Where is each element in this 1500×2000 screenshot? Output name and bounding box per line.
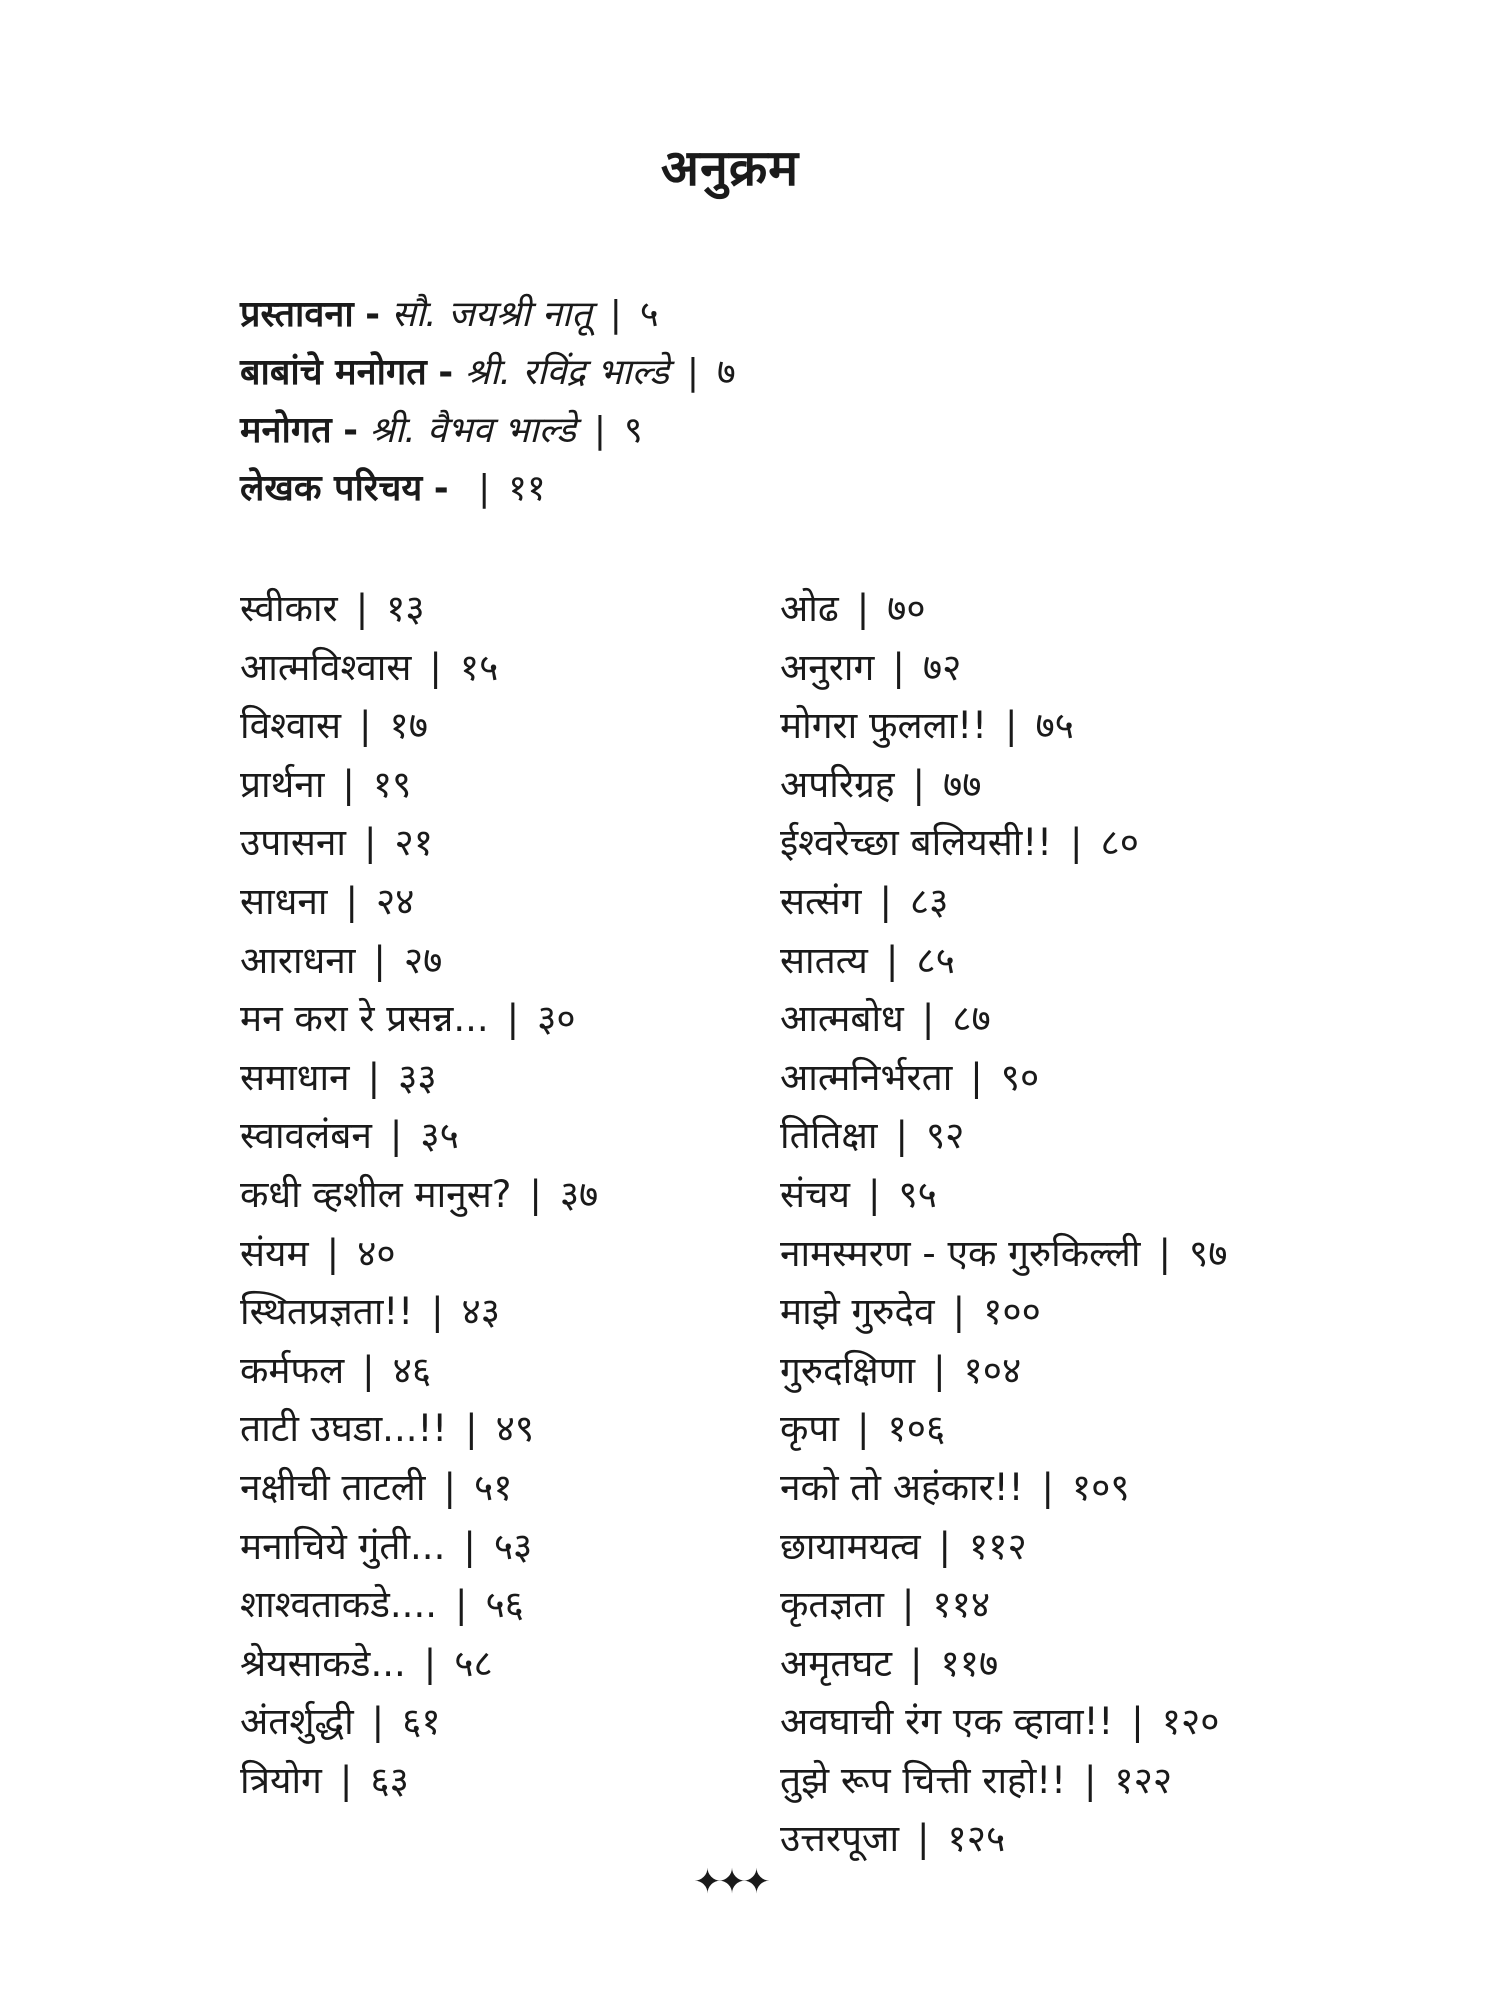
toc-entry <box>240 1225 800 1284</box>
toc-entry-page: ३० <box>537 997 576 1041</box>
toc-entry-title: ओढ <box>780 587 839 630</box>
toc-entry <box>780 1810 1340 1869</box>
toc-entry-page: ८५ <box>916 938 955 982</box>
toc-entry <box>240 990 800 1049</box>
toc-entry-title: गुरुदक्षिणा <box>780 1348 916 1392</box>
toc-entry-page: ८० <box>1100 821 1139 865</box>
toc-entry-title: कर्मफल <box>240 1348 345 1392</box>
toc-entry <box>780 1400 1340 1459</box>
toc-entry <box>240 1693 800 1752</box>
toc-entry-page: ४६ <box>392 1348 432 1392</box>
toc-entry-page: ५६ <box>485 1583 524 1627</box>
separator-bar: | <box>1131 1700 1144 1744</box>
front-matter-row <box>240 402 1340 460</box>
toc-entry <box>780 1518 1340 1577</box>
toc-entry-title: मन करा रे प्रसन्न... <box>240 997 489 1041</box>
toc-entry-page: ३३ <box>398 1055 437 1099</box>
separator-bar: | <box>1004 704 1018 748</box>
separator-bar: | <box>429 645 442 689</box>
toc-entry-page: १७ <box>389 704 428 748</box>
toc-entry-page: ४० <box>357 1231 396 1275</box>
front-matter-title: मनोगत <box>240 410 332 451</box>
toc-entry-page: ७० <box>887 587 926 630</box>
toc-entry-page: ७५ <box>1035 704 1074 748</box>
separator-bar: | <box>465 1407 478 1451</box>
toc-entry <box>780 1166 1340 1225</box>
toc-entry-page: ११७ <box>940 1641 999 1685</box>
toc-entry-page: १५ <box>459 645 499 689</box>
separator-bar: | <box>373 938 386 982</box>
front-matter-list <box>240 286 1340 518</box>
footer-ornament: ✦✦✦ <box>693 1862 767 1902</box>
separator-bar: | <box>933 1348 946 1392</box>
toc-entry <box>780 1459 1340 1518</box>
toc-entry-page: ११२ <box>969 1524 1027 1568</box>
toc-entry-title: तुझे रूप चित्ती राहो!! <box>780 1758 1066 1802</box>
toc-entry <box>780 1107 1340 1166</box>
front-matter-page: ११ <box>508 468 546 509</box>
toc-entry-page: ४३ <box>461 1290 501 1334</box>
toc-entry-page: १२२ <box>1114 1758 1173 1802</box>
front-matter-author: श्री. रविंद्र भाल्डे <box>464 352 669 393</box>
toc-entry-page: ७७ <box>942 762 982 806</box>
separator-bar: | <box>593 410 606 451</box>
toc-entry <box>240 1283 800 1342</box>
front-matter-dash: - <box>433 468 449 509</box>
separator-bar: | <box>389 1114 403 1158</box>
toc-entry <box>240 1400 800 1459</box>
separator-bar: | <box>443 1465 456 1509</box>
toc-entry-title: स्वावलंबन <box>240 1114 372 1158</box>
separator-bar: | <box>921 997 935 1041</box>
separator-bar: | <box>362 1348 375 1392</box>
toc-entry <box>240 1049 800 1108</box>
toc-entry-page: ३७ <box>559 1172 599 1216</box>
toc-entry <box>780 1693 1340 1752</box>
toc-entry-title: तितिक्षा <box>780 1114 878 1158</box>
toc-entry <box>240 1752 800 1811</box>
separator-bar: | <box>856 587 870 630</box>
toc-entry-title: स्वीकार <box>240 587 338 630</box>
toc-entry-page: १३ <box>386 587 425 630</box>
separator-bar: | <box>1158 1231 1171 1275</box>
toc-entry-page: ८७ <box>952 997 991 1041</box>
separator-bar: | <box>529 1172 542 1216</box>
separator-bar: | <box>857 1407 870 1451</box>
front-matter-dash: - <box>365 294 381 335</box>
separator-bar: | <box>355 587 369 630</box>
separator-bar: | <box>371 1700 385 1744</box>
toc-entry <box>240 873 800 932</box>
toc-entry-title: अनुराग <box>780 645 875 689</box>
toc-entry-title: संयम <box>240 1231 309 1275</box>
toc-entry-page: २४ <box>375 879 415 923</box>
front-matter-page: ५ <box>639 294 659 335</box>
separator-bar: | <box>609 294 622 335</box>
toc-entry-title: समाधान <box>240 1055 350 1099</box>
toc-entry-title: ताटी उघडा...!! <box>240 1407 448 1451</box>
toc-entry <box>780 580 1340 639</box>
separator-bar: | <box>463 1524 476 1568</box>
toc-entry-title: मनाचिये गुंती... <box>240 1524 446 1568</box>
toc-entry <box>780 1049 1340 1108</box>
toc-entry <box>780 1576 1340 1635</box>
toc-entry <box>780 1225 1340 1284</box>
toc-entry-page: ९५ <box>898 1172 937 1216</box>
toc-entry-page: २१ <box>394 821 433 865</box>
toc-entry <box>240 756 800 815</box>
toc-entry-page: १०६ <box>887 1407 946 1451</box>
toc-entry <box>240 639 800 698</box>
front-matter-title: लेखक परिचय <box>240 468 423 509</box>
separator-bar: | <box>901 1583 915 1627</box>
separator-bar: | <box>367 1055 381 1099</box>
toc-entry-title: अवघाची रंग एक व्हावा!! <box>780 1700 1114 1744</box>
toc-entry <box>240 1342 800 1401</box>
front-matter-row <box>240 460 1340 518</box>
toc-entry-title: आराधना <box>240 938 356 982</box>
separator-bar: | <box>952 1290 966 1334</box>
toc-entry <box>780 1752 1340 1811</box>
front-matter-title: बाबांचे मनोगत <box>240 352 427 393</box>
toc-entry-page: १०९ <box>1071 1465 1130 1509</box>
toc-entry <box>780 697 1340 756</box>
front-matter-dash: - <box>343 410 359 451</box>
separator-bar: | <box>912 762 925 806</box>
toc-entry <box>780 1283 1340 1342</box>
toc-entry-title: साधना <box>240 879 328 923</box>
separator-bar: | <box>910 1641 923 1685</box>
front-matter-title: प्रस्तावना <box>240 294 354 335</box>
front-matter-page: ७ <box>717 352 736 393</box>
toc-entry <box>240 1166 800 1225</box>
toc-entry-page: १०४ <box>963 1348 1022 1392</box>
separator-bar: | <box>339 1758 353 1802</box>
toc-entry-page: ११४ <box>932 1583 991 1627</box>
toc-entry-page: ६३ <box>370 1758 409 1802</box>
toc-entry-page: ९७ <box>1188 1231 1228 1275</box>
separator-bar: | <box>326 1231 340 1275</box>
toc-entry <box>240 1107 800 1166</box>
toc-entry-page: ४९ <box>495 1407 535 1451</box>
toc-entry-title: अपरिग्रह <box>780 762 895 806</box>
toc-entry-title: छायामयत्व <box>780 1524 921 1568</box>
separator-bar: | <box>917 1817 930 1861</box>
toc-entry-title: प्रार्थना <box>240 762 325 806</box>
toc-entry <box>780 639 1340 698</box>
toc-entry-title: कधी व्हशील मानुस? <box>240 1172 512 1216</box>
toc-entry-title: आत्मनिर्भरता <box>780 1055 953 1099</box>
front-matter-row <box>240 286 1340 344</box>
separator-bar: | <box>1083 1758 1097 1802</box>
front-matter-author: श्री. वैभव भाल्डे <box>369 410 576 451</box>
toc-entry <box>780 756 1340 815</box>
toc-entry-page: १०० <box>983 1290 1041 1334</box>
toc-entry-page: ५१ <box>473 1465 513 1509</box>
toc-left-column <box>240 580 800 1810</box>
toc-entry-title: आत्मबोध <box>780 997 904 1041</box>
toc-entry-title: सत्संग <box>780 879 862 923</box>
separator-bar: | <box>454 1583 468 1627</box>
page-title: अनुक्रम <box>660 139 800 197</box>
toc-entry-title: कृतज्ञता <box>780 1583 884 1627</box>
toc-entry-page: ५३ <box>493 1524 533 1568</box>
toc-entry-title: मोगरा फुलला!! <box>780 704 987 748</box>
separator-bar: | <box>867 1172 881 1216</box>
separator-bar: | <box>364 821 377 865</box>
toc-entry <box>240 697 800 756</box>
toc-entry <box>780 1342 1340 1401</box>
toc-entry-title: सातत्य <box>780 938 868 982</box>
toc-entry <box>240 814 800 873</box>
toc-entry-page: ६१ <box>402 1700 441 1744</box>
separator-bar: | <box>345 879 358 923</box>
toc-entry-title: कृपा <box>780 1407 840 1451</box>
toc-entry-page: १९ <box>372 762 412 806</box>
separator-bar: | <box>885 938 899 982</box>
separator-bar: | <box>892 645 905 689</box>
toc-right-column <box>780 580 1340 1869</box>
separator-bar: | <box>506 997 520 1041</box>
toc-entry-page: २७ <box>403 938 443 982</box>
separator-bar: | <box>478 468 491 509</box>
separator-bar: | <box>970 1055 983 1099</box>
toc-entry <box>240 1459 800 1518</box>
toc-entry-title: नामस्मरण - एक गुरुकिल्ली <box>780 1231 1141 1275</box>
toc-entry <box>780 932 1340 991</box>
toc-entry <box>240 580 800 639</box>
toc-entry-page: ७२ <box>922 645 962 689</box>
toc-entry <box>780 873 1340 932</box>
toc-entry-page: ९० <box>1000 1055 1040 1099</box>
separator-bar: | <box>423 1641 437 1685</box>
separator-bar: | <box>1041 1465 1054 1509</box>
toc-entry-title: नक्षीची ताटली <box>240 1465 426 1509</box>
toc-entry-title: आत्मविश्वास <box>240 645 412 689</box>
toc-entry-title: ईश्वरेच्छा बलियसी!! <box>780 821 1053 865</box>
toc-entry-title: शाश्वताकडे.... <box>240 1583 437 1627</box>
toc-entry-title: उत्तरपूजा <box>780 1817 900 1861</box>
toc-entry-page: १२५ <box>947 1817 1006 1861</box>
toc-entry-title: नको तो अहंकार!! <box>780 1465 1024 1509</box>
separator-bar: | <box>359 704 372 748</box>
toc-entry-title: माझे गुरुदेव <box>780 1290 935 1334</box>
separator-bar: | <box>686 352 699 393</box>
toc-entry-title: संचय <box>780 1172 850 1216</box>
toc-entry <box>240 1635 800 1694</box>
separator-bar: | <box>1070 821 1083 865</box>
toc-entry-page: ५८ <box>454 1641 493 1685</box>
toc-entry-title: अंतर्शुद्धी <box>240 1700 354 1744</box>
separator-bar: | <box>342 762 355 806</box>
front-matter-page: ९ <box>624 410 643 451</box>
front-matter-row <box>240 344 1340 402</box>
toc-entry-title: स्थितप्रज्ञता!! <box>240 1290 414 1334</box>
toc-entry <box>240 1576 800 1635</box>
separator-bar: | <box>431 1290 444 1334</box>
toc-entry-title: श्रेयसाकडे... <box>240 1641 406 1685</box>
front-matter-dash: - <box>438 352 454 393</box>
toc-entry <box>780 814 1340 873</box>
separator-bar: | <box>938 1524 951 1568</box>
front-matter-author: सौ. जयश्री नातू <box>391 294 592 335</box>
toc-entry <box>780 990 1340 1049</box>
toc-entry <box>240 932 800 991</box>
toc-entry-title: विश्वास <box>240 704 342 748</box>
toc-entry-title: उपासना <box>240 821 347 865</box>
toc-entry-page: ९२ <box>925 1114 965 1158</box>
toc-entry-title: अमृतघट <box>780 1641 892 1685</box>
toc-entry <box>780 1635 1340 1694</box>
toc-entry-page: ८३ <box>909 879 949 923</box>
toc-entry <box>240 1518 800 1577</box>
toc-entry-page: १२० <box>1161 1700 1220 1744</box>
toc-entry-page: ३५ <box>420 1114 459 1158</box>
toc-entry-title: त्रियोग <box>240 1758 322 1802</box>
separator-bar: | <box>895 1114 908 1158</box>
separator-bar: | <box>879 879 892 923</box>
